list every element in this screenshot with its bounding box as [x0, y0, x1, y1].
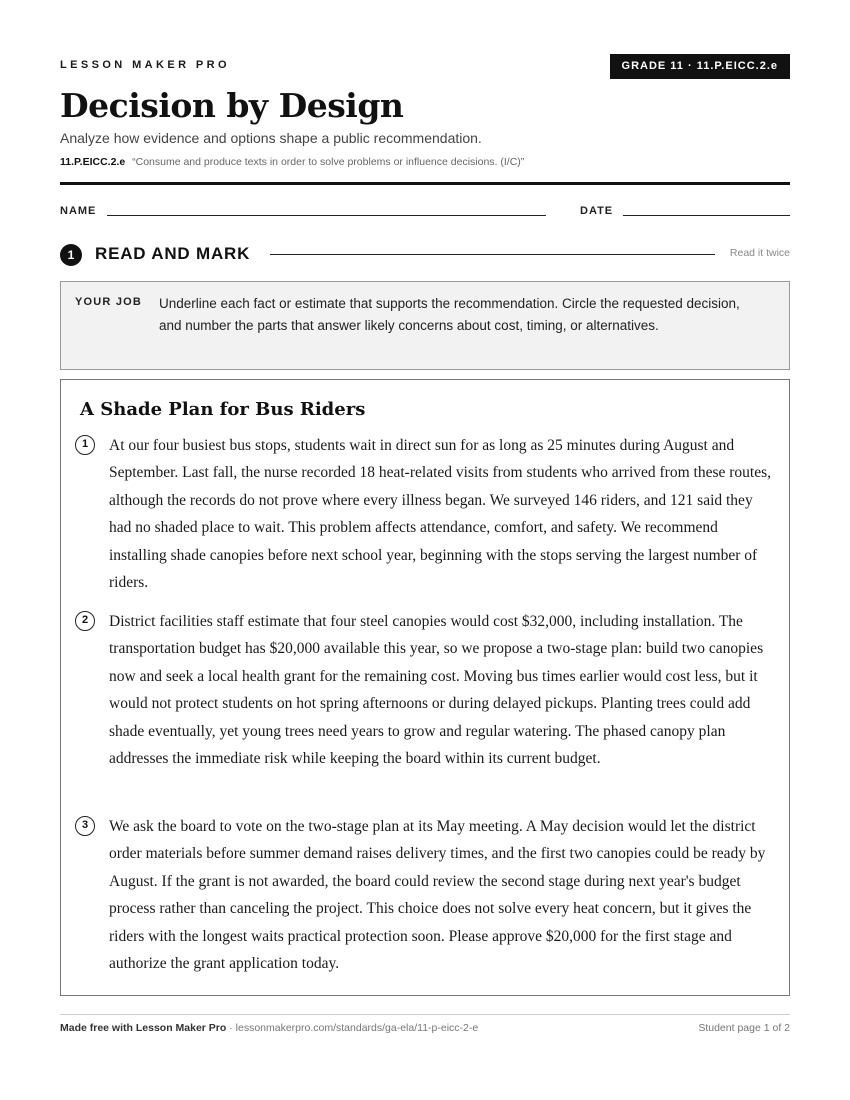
job-label: YOUR JOB — [75, 296, 143, 308]
name-label: NAME — [60, 205, 97, 217]
name-field-line[interactable] — [107, 215, 546, 216]
article-paragraph — [75, 608, 777, 772]
article-box — [60, 379, 790, 996]
brand-name: LESSON MAKER PRO — [60, 59, 230, 71]
paragraph-number-badge: 2 — [75, 611, 95, 631]
page-title: Decision by Design — [60, 86, 404, 125]
standard-line — [60, 156, 524, 168]
section-note: Read it twice — [729, 247, 790, 259]
article-paragraph — [75, 813, 777, 977]
paragraph-text: At our four busiest bus stops, students wait in direct sun for as long as 25 minutes during August and September. Last fall, the nurse recorded 18 heat-related visits from students who arrived from these routes, although the records do not prove where every illness began. We surveyed 146 riders, and 121 said they had no shaded place to wait. This problem affects attendance, comfort, and safety. We recommend installing shade canopies before next school year, beginning with the stops serving the largest number of riders. — [109, 437, 771, 592]
section-header — [60, 243, 790, 267]
paragraph-text: We ask the board to vote on the two-stage plan at its May meeting. A May decision would let the district order materials before summer demand raises delivery times, and the first two canopies could be ready by August. If the grant is not awarded, the board could review the second stage during next year's budget process rather than canceling the project. This choice does not solve every heat concern, but it gives the riders with the longest waits practical protection soon. Please approve $20,000 for the first stage and authorize the grant application today. — [109, 818, 766, 973]
article-paragraph — [75, 432, 777, 596]
section-title: READ AND MARK — [95, 244, 251, 263]
job-instructions-box — [60, 281, 790, 370]
article-title: A Shade Plan for Bus Riders — [80, 399, 366, 420]
paragraph-number-badge: 3 — [75, 816, 95, 836]
section-number-badge: 1 — [60, 244, 82, 266]
footer-credit — [60, 1022, 478, 1034]
job-text: Underline each fact or estimate that supports the recommendation. Circle the requested decision, and number the parts that answer likely concerns about cost, timing, or alternatives. — [159, 296, 740, 333]
date-field-line[interactable] — [623, 215, 790, 216]
page-subtitle: Analyze how evidence and options shape a public recommendation. — [60, 130, 482, 146]
standard-text: “Consume and produce texts in order to solve problems or influence decisions. (I/C)” — [132, 156, 525, 168]
paragraph-text: District facilities staff estimate that four steel canopies would cost $32,000, including installation. The transportation budget has $20,000 available this year, so we propose a two-stage plan: build two canopies now and seek a local health grant for the remaining cost. Moving bus times earlier would cost less, but it would not protect students on hot spring afternoons or during delayed pickups. Planting trees could add shade eventually, yet young trees need years to grow and regular watering. The phased canopy plan addresses the immediate risk while keeping the board within its current budget. — [109, 613, 764, 768]
footer-divider — [60, 1014, 790, 1015]
footer-made-with: Made free with Lesson Maker Pro — [60, 1022, 227, 1034]
footer-url[interactable]: · lessonmakerpro.com/standards/ga-ela/11-p-eicc-2-e — [226, 1022, 479, 1034]
grade-badge: GRADE 11 · 11.P.EICC.2.e — [610, 54, 790, 79]
footer-page-number: Student page 1 of 2 — [698, 1022, 790, 1034]
standard-code: 11.P.EICC.2.e — [60, 156, 126, 168]
section-divider — [270, 254, 715, 255]
paragraph-number-badge: 1 — [75, 435, 95, 455]
header-divider — [60, 182, 790, 185]
date-label: DATE — [580, 205, 614, 217]
